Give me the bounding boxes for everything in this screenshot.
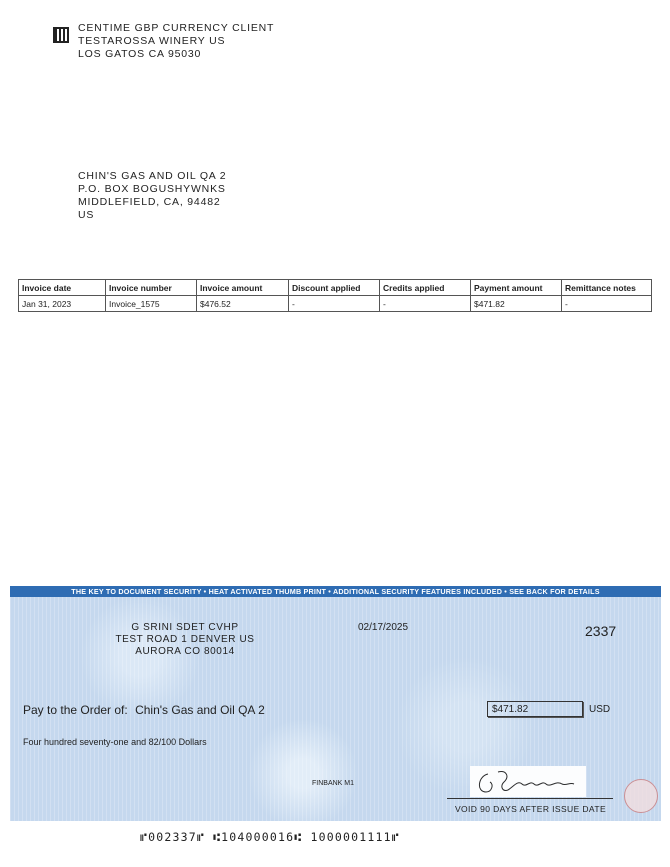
column-header: Invoice amount xyxy=(197,280,289,296)
invoice-table xyxy=(18,279,652,312)
signature-icon xyxy=(470,766,586,797)
sender-line: LOS GATOS CA 95030 xyxy=(78,48,202,60)
void-notice: VOID 90 DAYS AFTER ISSUE DATE xyxy=(454,804,607,814)
security-seal-icon xyxy=(624,779,658,813)
table-cell: - xyxy=(289,296,380,312)
check-number: 2337 xyxy=(585,623,617,639)
sender-line: TESTAROSSA WINERY US xyxy=(78,35,226,47)
table-cell: $471.82 xyxy=(471,296,562,312)
column-header: Invoice number xyxy=(106,280,197,296)
table-cell: Invoice_1575 xyxy=(106,296,197,312)
sender-address xyxy=(78,22,274,61)
signature-area xyxy=(470,766,586,797)
check-date: 02/17/2025 xyxy=(358,622,409,633)
column-header: Invoice date xyxy=(19,280,106,296)
security-banner: THE KEY TO DOCUMENT SECURITY • HEAT ACTIVATED THUMB PRINT • ADDITIONAL SECURITY FEATURES INCLUDED • SEE BACK FOR DETAILS xyxy=(10,586,661,597)
column-header: Discount applied xyxy=(289,280,380,296)
table-row xyxy=(19,296,652,312)
sender-line: CENTIME GBP CURRENCY CLIENT xyxy=(78,22,275,34)
amount-in-words: Four hundred seventy-one and 82/100 Dollars xyxy=(23,737,207,747)
table-header-row xyxy=(19,280,652,296)
payer-line: AURORA CO 80014 xyxy=(135,646,235,657)
recipient-address xyxy=(78,170,226,222)
recipient-line: MIDDLEFIELD, CA, 94482 xyxy=(78,196,221,208)
pay-to-line xyxy=(23,703,265,717)
amount-box: $471.82 xyxy=(487,701,583,717)
column-header: Credits applied xyxy=(380,280,471,296)
recipient-line: US xyxy=(78,209,95,221)
pay-to-label: Pay to the Order of: xyxy=(23,703,128,717)
column-header: Remittance notes xyxy=(562,280,652,296)
bank-name: FINBANK M1 xyxy=(312,780,355,787)
recipient-line: CHIN'S GAS AND OIL QA 2 xyxy=(78,170,227,182)
table-cell: - xyxy=(562,296,652,312)
payer-line: G SRINI SDET CVHP xyxy=(131,622,239,633)
micr-line: ⑈002337⑈ ⑆104000016⑆ 1000001111⑈ xyxy=(140,830,400,844)
payee-name: Chin's Gas and Oil QA 2 xyxy=(135,703,265,717)
signature-line xyxy=(447,798,613,799)
column-header: Payment amount xyxy=(471,280,562,296)
table-cell: - xyxy=(380,296,471,312)
recipient-line: P.O. BOX BOGUSHYWNKS xyxy=(78,183,226,195)
currency-label: USD xyxy=(589,704,611,715)
table-cell: $476.52 xyxy=(197,296,289,312)
payer-line: TEST ROAD 1 DENVER US xyxy=(115,634,255,645)
qr-code-icon xyxy=(53,27,69,43)
check xyxy=(10,586,661,821)
table-cell: Jan 31, 2023 xyxy=(19,296,106,312)
payer-address xyxy=(105,622,265,658)
